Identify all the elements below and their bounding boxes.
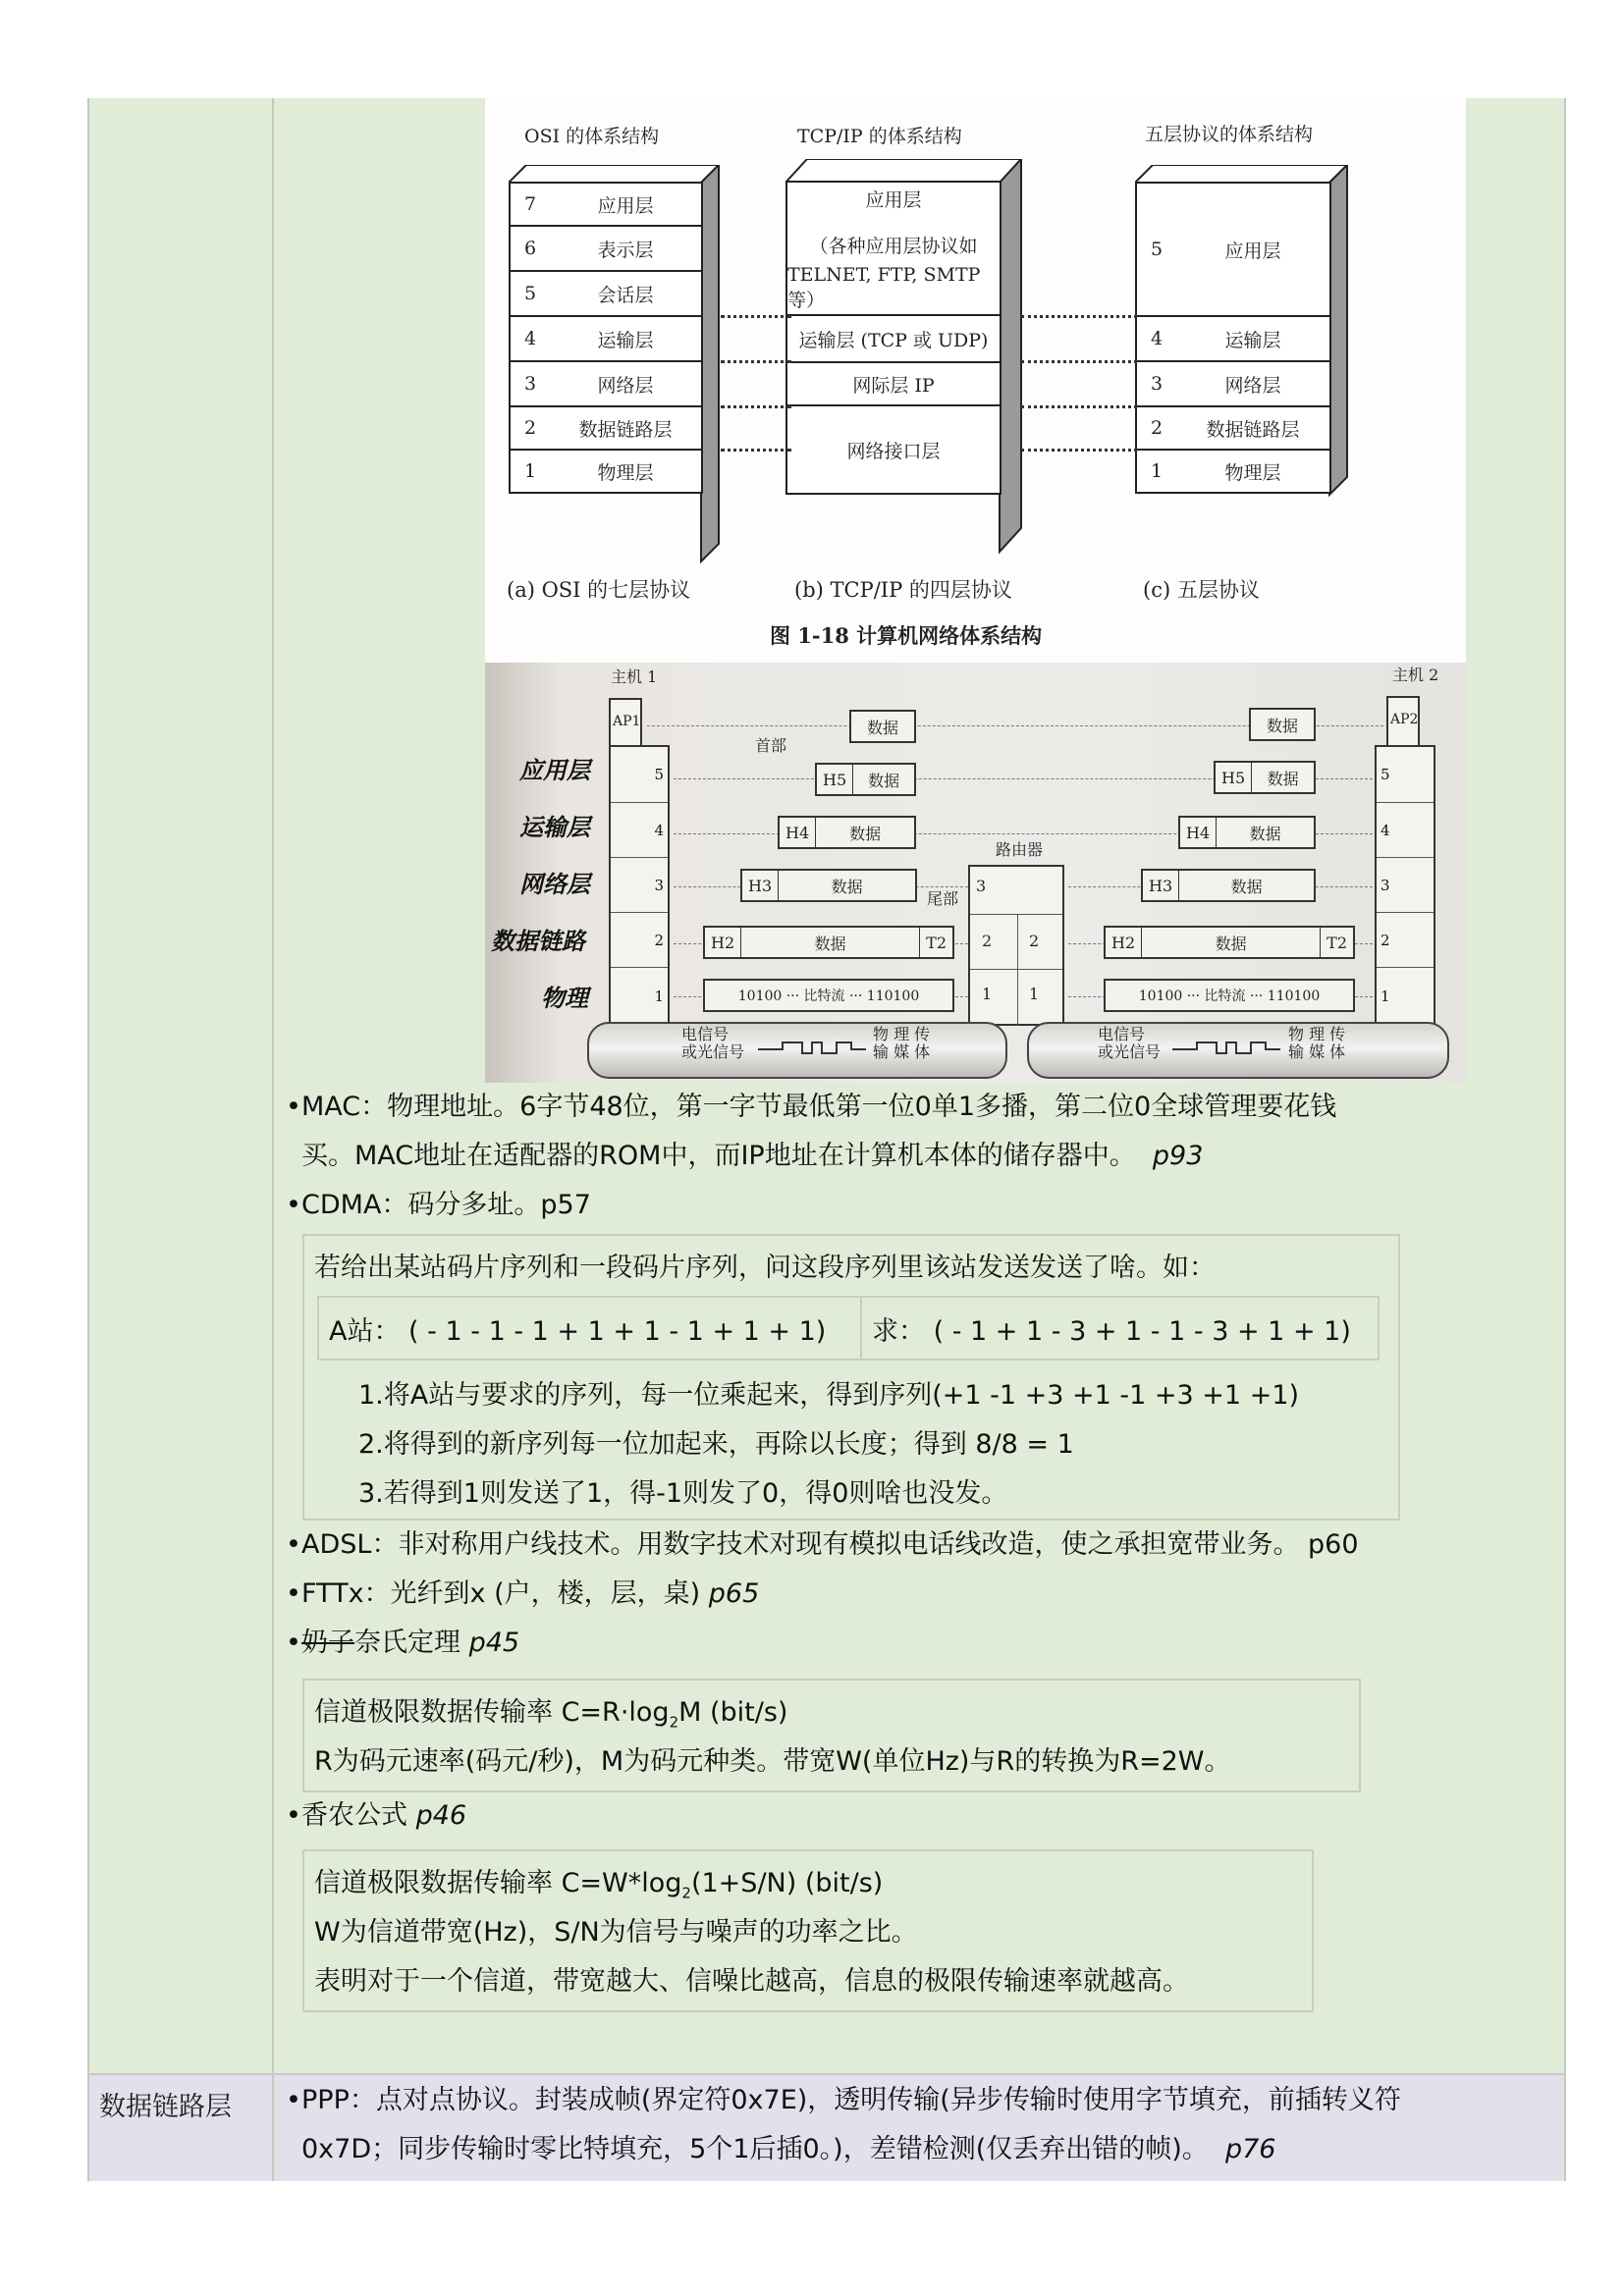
row-content-cell [274, 2075, 1564, 2181]
dotted-guide [721, 449, 791, 452]
cdma-step-2: 2.将得到的新序列每一位加起来，再除以长度；得到 8/8 = 1 [358, 1429, 1074, 1460]
osi-layer-1: 1 物理层 [509, 449, 703, 494]
bullet-adsl: •ADSL：非对称用户线技术。用数字技术对现有模拟电话线改造，使之承担宽带业务。 p60 [286, 1527, 1359, 1563]
five-layer-3: 3 网络层 [1135, 360, 1331, 407]
pdu-frame-right: H2 数据 T2 [1104, 926, 1355, 959]
bullet-dot-icon: • [286, 1529, 301, 1560]
bullet-mac: •MAC：物理地址。6字节48位，第一字节最低第一位0单1多播，第二位0全球管理要花钱 [286, 1090, 1336, 1125]
cdma-sequence-table [317, 1296, 1380, 1361]
nyquist-description: R为码元速率(码元/秒)，M为码元种类。带宽W(单位Hz)与R的转换为R=2W。 [314, 1746, 1231, 1777]
medium-label-left: 物 理 传 输 媒 体 [873, 1025, 931, 1061]
bullet-dot-icon: • [286, 1190, 301, 1220]
pdu-h4-right: H4 数据 [1178, 816, 1316, 849]
dotted-guide [1021, 360, 1137, 363]
five-layer-4: 4 运输层 [1135, 315, 1331, 362]
query-sequence: 求： ( - 1 + 1 - 3 + 1 - 1 - 3 + 1 + 1) [860, 1298, 1378, 1359]
bullet-dot-icon: • [286, 1578, 301, 1609]
figure-caption: 图 1-18 计算机网络体系结构 [770, 623, 1043, 648]
shannon-description: W为信道带宽(Hz)，S/N为信号与噪声的功率之比。 [314, 1917, 918, 1948]
five-layer-2: 2 数据链路层 [1135, 405, 1331, 451]
waveform-icon [758, 1040, 866, 1059]
pdu-h4-left: H4 数据 [778, 816, 916, 849]
cdma-step-3: 3.若得到1则发送了1，得-1则发了0，得0则啥也没发。 [358, 1478, 1008, 1509]
bitstream-left: 10100 ··· 比特流 ··· 110100 [703, 979, 954, 1012]
layer-label-application: 应用层 [519, 757, 590, 784]
dotted-guide [721, 405, 791, 408]
tcpip-title: TCP/IP 的体系结构 [797, 126, 962, 147]
page-ref: p93 [1152, 1141, 1204, 1171]
row-label: 数据链路层 [99, 2092, 232, 2122]
bullet-mac-cont: 买。MAC地址在适配器的ROM中，而IP地址在计算机本体的储存器中。 p93 [301, 1141, 1204, 1171]
host1-label: 主机 1 [611, 667, 658, 686]
bullet-dot-icon: • [286, 1800, 301, 1831]
layer-label-transport: 运输层 [519, 814, 590, 841]
page-ref: p45 [468, 1628, 520, 1658]
architecture-figure [485, 98, 1466, 663]
osi-layer-4: 4 运输层 [509, 315, 703, 362]
bullet-ppp-cont: 0x7D；同步传输时零比特填充，5个1后插0。)，差错检测(仅丢弃出错的帧)。 p76 [301, 2134, 1276, 2164]
bullet-dot-icon: • [286, 1092, 301, 1122]
router-label: 路由器 [996, 840, 1044, 859]
osi-title: OSI 的体系结构 [524, 126, 660, 147]
nyquist-formula: 信道极限数据传输率 $C=R\cdot\log_2M$ (bit/s) [314, 1697, 788, 1732]
cdma-intro: 若给出某站码片序列和一段码片序列，问这段序列里该站发送发送了啥。如： [314, 1253, 1216, 1283]
pdu-h3-left: H3 数据 [740, 869, 917, 902]
router-box: 3 2 2 1 1 [968, 865, 1064, 1026]
dotted-guide [721, 360, 791, 363]
host2-label: 主机 2 [1392, 666, 1439, 684]
bullet-nyquist: •奶子奈氏定理 p45 [286, 1626, 519, 1661]
tcpip-application-layer: 应用层 （各种应用层协议如 TELNET, FTP, SMTP 等） [785, 181, 1001, 316]
page-ref: p65 [708, 1578, 760, 1609]
osi-layer-3: 3 网络层 [509, 360, 703, 407]
station-a-sequence: A站： ( - 1 - 1 - 1 + 1 + 1 - 1 + 1 + 1) [329, 1315, 827, 1347]
pdu-app-left: 数据 [849, 710, 916, 743]
notes-table [87, 98, 1566, 2181]
osi-layer-2: 2 数据链路层 [509, 405, 703, 451]
page-ref: p46 [415, 1800, 467, 1831]
bullet-cdma: •CDMA：码分多址。p57 [286, 1188, 591, 1223]
osi-layer-5: 5 会话层 [509, 270, 703, 317]
subcaption-c: (c) 五层协议 [1143, 578, 1260, 602]
host1-ap: AP1 [609, 698, 642, 749]
host1-stack: 5 4 3 2 1 [609, 745, 670, 1026]
table-row-datalink [87, 2073, 1566, 2181]
header-label: 首部 [755, 736, 787, 755]
subcaption-b: (b) TCP/IP 的四层协议 [794, 578, 1012, 602]
waveform-icon [1172, 1040, 1280, 1059]
layer-label-physical: 物理 [541, 985, 588, 1012]
page-ref: p76 [1224, 2134, 1276, 2164]
tcpip-transport-layer: 运输层 (TCP 或 UDP) [785, 314, 1001, 363]
host2-ap: AP2 [1386, 696, 1420, 747]
bullet-dot-icon: • [286, 2085, 301, 2115]
table-row-physical [87, 98, 1566, 2073]
subcaption-a: (a) OSI 的七层协议 [507, 578, 691, 602]
pdu-frame-left: H2 数据 T2 [703, 926, 954, 959]
shannon-formula: 信道极限数据传输率 $C=W*\log_2(1+S/N)$ (bit/s) [314, 1868, 884, 1902]
encapsulation-figure [485, 663, 1466, 1083]
bullet-ppp: •PPP：点对点协议。封装成帧(界定符0x7E)，透明传输(异步传输时使用字节填充，前插转义符 [286, 2083, 1401, 2118]
cdma-example-box [302, 1234, 1400, 1521]
row-label-cell [89, 2075, 274, 2181]
tcpip-internet-layer: 网际层 IP [785, 361, 1001, 406]
five-layer-title: 五层协议的体系结构 [1145, 124, 1314, 145]
tcpip-network-interface-layer: 网络接口层 [785, 404, 1001, 495]
nyquist-formula-box [302, 1679, 1361, 1792]
dotted-guide [1021, 449, 1137, 452]
cdma-step-1: 1.将A站与要求的序列，每一位乘起来，得到序列(+1 -1 +3 +1 -1 +3 +1 +1) [358, 1380, 1300, 1411]
signal-label-right: 电信号 或光信号 [1098, 1025, 1162, 1061]
dotted-guide [1021, 405, 1137, 408]
bullet-fttx: •FTTx：光纤到x (户，楼，层，桌) p65 [286, 1576, 759, 1612]
dotted-guide [721, 315, 791, 318]
five-layer-1: 1 物理层 [1135, 449, 1331, 494]
trailer-label: 尾部 [927, 889, 959, 908]
layer-label-network: 网络层 [519, 871, 590, 898]
host2-stack: 5 4 3 2 1 [1375, 745, 1435, 1026]
pdu-h3-right: H3 数据 [1141, 869, 1316, 902]
bullet-shannon: •香农公式 p46 [286, 1798, 466, 1834]
signal-label-left: 电信号 或光信号 [681, 1025, 745, 1061]
pdu-app-right: 数据 [1249, 708, 1316, 741]
bullet-dot-icon: • [286, 1628, 301, 1658]
row-content-cell [274, 98, 1564, 2073]
layer-label-datalink: 数据链路 [491, 928, 585, 955]
bitstream-right: 10100 ··· 比特流 ··· 110100 [1104, 979, 1355, 1012]
pdu-h5-right: H5 数据 [1214, 761, 1316, 794]
osi-layer-7: 7 应用层 [509, 182, 703, 227]
shannon-conclusion: 表明对于一个信道，带宽越大、信噪比越高，信息的极限传输速率就越高。 [314, 1966, 1189, 1997]
medium-label-right: 物 理 传 输 媒 体 [1288, 1025, 1346, 1061]
shannon-formula-box [302, 1849, 1314, 2012]
pdu-h5-left: H5 数据 [815, 763, 916, 796]
five-layer-5: 5 应用层 [1135, 182, 1331, 317]
dotted-guide [1021, 315, 1137, 318]
osi-layer-6: 6 表示层 [509, 225, 703, 272]
row-label-cell [89, 98, 274, 2073]
